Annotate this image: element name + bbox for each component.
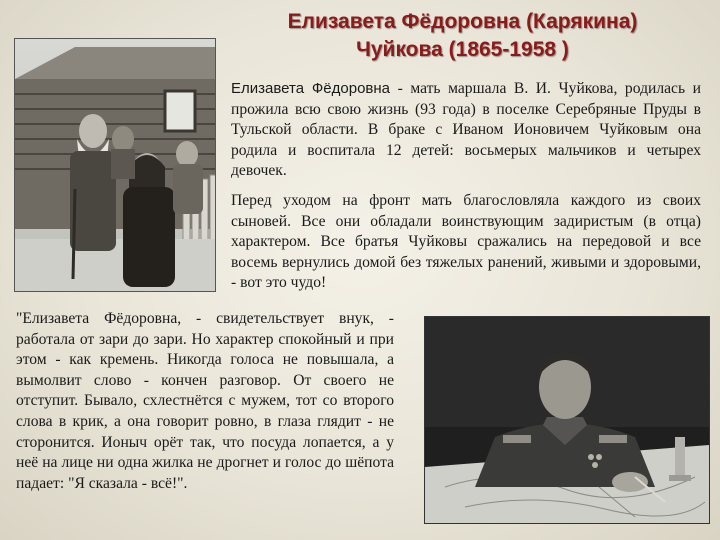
marshal-photo	[424, 316, 710, 524]
slide-title	[205, 8, 720, 64]
paragraph-grandson-quote: "Елизавета Фёдоровна, - свидетельствует внук, - работала от зари до зари. Но характер спокойный и при этом - как кремень. Никогда голоса не повышала, а вымолвит слово - кончен разговор. От своего не отступит. Бывало, схлестнётся с мужем, тот со второго слова в крик, а она говорит ровно, в глаза глядит - не сторонится. Ионыч орёт так, что посуда лопается, а у неё на лице ни одна жилка не дрогнет и голос до шёпота падает: "Я сказала - всё!".	[16, 310, 394, 492]
family-photo-image	[15, 39, 215, 291]
paragraph-biography	[231, 79, 701, 182]
subject-name: Елизавета Фёдоровна	[231, 80, 391, 97]
family-photo	[14, 38, 216, 292]
title-line-1: Елизавета Фёдоровна (Карякина)	[287, 10, 638, 33]
paragraph-sons: Перед уходом на фронт мать благословляла каждого из своих сыновей. Все они обладали воинствующим задиристым (в отца) характером. Все братья Чуйковы сражались на передовой и все восемь вернулись домой без тяжелых ранений, живыми и здоровыми, - вот это чудо!	[231, 192, 701, 292]
biography-text: - мать маршала В. И. Чуйкова, родилась и прожила всю свою жизнь (93 года) в поселке Серебряные Пруды в Тульской области. В браке с Иваном Ионовичем Чуйковым она родила и воспитала 12 детей: восьмерых мальчиков и четырех девочек.	[231, 80, 701, 180]
title-line-2: Чуйкова (1865-1958 )	[356, 38, 569, 61]
marshal-photo-image	[425, 317, 709, 523]
